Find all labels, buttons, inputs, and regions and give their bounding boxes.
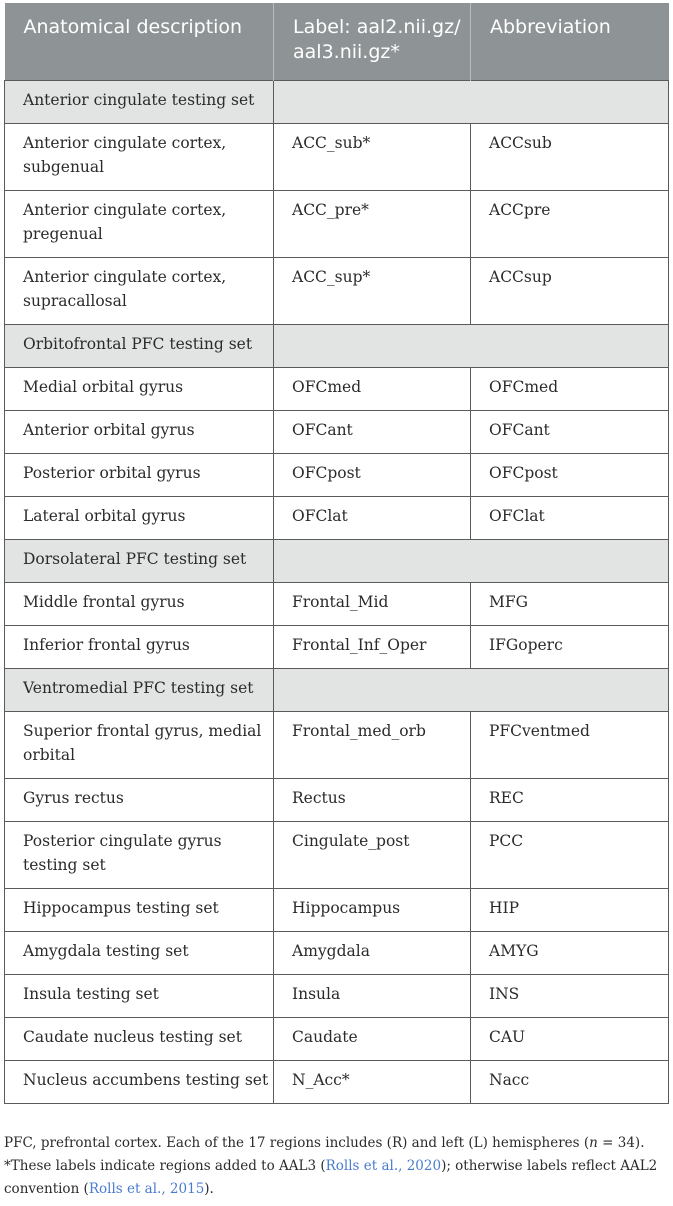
- cell-abbreviation: OFCmed: [471, 367, 669, 410]
- table-row: [5, 625, 669, 668]
- cell-abbreviation: ACCsub: [471, 123, 669, 190]
- cell-abbreviation: MFG: [471, 582, 669, 625]
- cell-description: Posterior orbital gyrus: [5, 453, 274, 496]
- cell-abbreviation: OFCpost: [471, 453, 669, 496]
- cell-abbreviation: INS: [471, 974, 669, 1017]
- header-abbreviation: Abbreviation: [471, 3, 669, 80]
- table-footnotes: [4, 1132, 670, 1201]
- group-title: Dorsolateral PFC testing set: [5, 539, 274, 582]
- table-row: [5, 1060, 669, 1103]
- cell-description: Superior frontal gyrus, medial orbital: [5, 711, 274, 778]
- cell-abbreviation: AMYG: [471, 931, 669, 974]
- cell-description: Anterior cingulate cortex, subgenual: [5, 123, 274, 190]
- table-header: [5, 3, 669, 80]
- group-empty-cell: [274, 539, 669, 582]
- cell-label: Amygdala: [274, 931, 471, 974]
- table-row: [5, 974, 669, 1017]
- footnote-abbreviations: [4, 1132, 670, 1155]
- table-row: [5, 453, 669, 496]
- cell-description: Nucleus accumbens testing set: [5, 1060, 274, 1103]
- cell-label: N_Acc*: [274, 1060, 471, 1103]
- header-anatomical-description: Anatomical description: [5, 3, 274, 80]
- table-row: [5, 190, 669, 257]
- cell-description: Lateral orbital gyrus: [5, 496, 274, 539]
- cell-description: Anterior cingulate cortex, supracallosal: [5, 257, 274, 324]
- cell-label: OFCmed: [274, 367, 471, 410]
- table-row: [5, 778, 669, 821]
- footnote-asterisk: [4, 1155, 670, 1201]
- group-title: Ventromedial PFC testing set: [5, 668, 274, 711]
- cell-abbreviation: ACCpre: [471, 190, 669, 257]
- cell-description: Hippocampus testing set: [5, 888, 274, 931]
- cell-description: Inferior frontal gyrus: [5, 625, 274, 668]
- table-row: [5, 496, 669, 539]
- cell-description: Anterior cingulate cortex, pregenual: [5, 190, 274, 257]
- cell-label: Frontal_Mid: [274, 582, 471, 625]
- group-row: [5, 80, 669, 123]
- cell-description: Anterior orbital gyrus: [5, 410, 274, 453]
- cell-description: Middle frontal gyrus: [5, 582, 274, 625]
- regions-table: [4, 3, 669, 1104]
- cell-abbreviation: PFCventmed: [471, 711, 669, 778]
- cell-description: Insula testing set: [5, 974, 274, 1017]
- cell-label: ACC_sub*: [274, 123, 471, 190]
- group-row: [5, 668, 669, 711]
- table-row: [5, 123, 669, 190]
- table-row: [5, 821, 669, 888]
- table-body: [5, 80, 669, 1103]
- cell-abbreviation: CAU: [471, 1017, 669, 1060]
- cell-description: Posterior cingulate gyrus testing set: [5, 821, 274, 888]
- cell-label: Frontal_Inf_Oper: [274, 625, 471, 668]
- group-title: Orbitofrontal PFC testing set: [5, 324, 274, 367]
- group-row: [5, 539, 669, 582]
- cell-abbreviation: HIP: [471, 888, 669, 931]
- group-title: Anterior cingulate testing set: [5, 80, 274, 123]
- table-row: [5, 711, 669, 778]
- table-row: [5, 931, 669, 974]
- cell-label: Cingulate_post: [274, 821, 471, 888]
- footnote-text: ); otherwise labels reflect AAL2 convention (: [4, 1158, 658, 1197]
- cell-label: OFCpost: [274, 453, 471, 496]
- cell-abbreviation: ACCsup: [471, 257, 669, 324]
- cell-label: Frontal_med_orb: [274, 711, 471, 778]
- cell-label: Caudate: [274, 1017, 471, 1060]
- table-row: [5, 367, 669, 410]
- citation-link[interactable]: Rolls et al., 2015: [88, 1181, 205, 1197]
- cell-label: OFClat: [274, 496, 471, 539]
- cell-abbreviation: PCC: [471, 821, 669, 888]
- table-row: [5, 1017, 669, 1060]
- cell-label: Rectus: [274, 778, 471, 821]
- cell-abbreviation: Nacc: [471, 1060, 669, 1103]
- footnote-text: PFC, prefrontal cortex. Each of the 17 regions includes (R) and left (L) hemispheres (: [4, 1135, 590, 1151]
- cell-abbreviation: OFCant: [471, 410, 669, 453]
- table-row: [5, 257, 669, 324]
- cell-label: ACC_pre*: [274, 190, 471, 257]
- group-empty-cell: [274, 668, 669, 711]
- table-row: [5, 410, 669, 453]
- cell-abbreviation: OFClat: [471, 496, 669, 539]
- cell-label: ACC_sup*: [274, 257, 471, 324]
- footnote-n-variable: n: [589, 1135, 598, 1151]
- footnote-text: ).: [204, 1181, 214, 1197]
- cell-abbreviation: REC: [471, 778, 669, 821]
- cell-label: Insula: [274, 974, 471, 1017]
- header-label: Label: aal2.nii.gz/ aal3.nii.gz*: [274, 3, 471, 80]
- table-row: [5, 888, 669, 931]
- cell-description: Caudate nucleus testing set: [5, 1017, 274, 1060]
- footnote-text: *These labels indicate regions added to AAL3 (: [4, 1158, 326, 1174]
- group-row: [5, 324, 669, 367]
- table-row: [5, 582, 669, 625]
- cell-label: Hippocampus: [274, 888, 471, 931]
- footnote-n-value: = 34).: [597, 1135, 645, 1151]
- cell-label: OFCant: [274, 410, 471, 453]
- cell-description: Amygdala testing set: [5, 931, 274, 974]
- group-empty-cell: [274, 80, 669, 123]
- citation-link[interactable]: Rolls et al., 2020: [325, 1158, 442, 1174]
- cell-abbreviation: IFGoperc: [471, 625, 669, 668]
- cell-description: Medial orbital gyrus: [5, 367, 274, 410]
- cell-description: Gyrus rectus: [5, 778, 274, 821]
- group-empty-cell: [274, 324, 669, 367]
